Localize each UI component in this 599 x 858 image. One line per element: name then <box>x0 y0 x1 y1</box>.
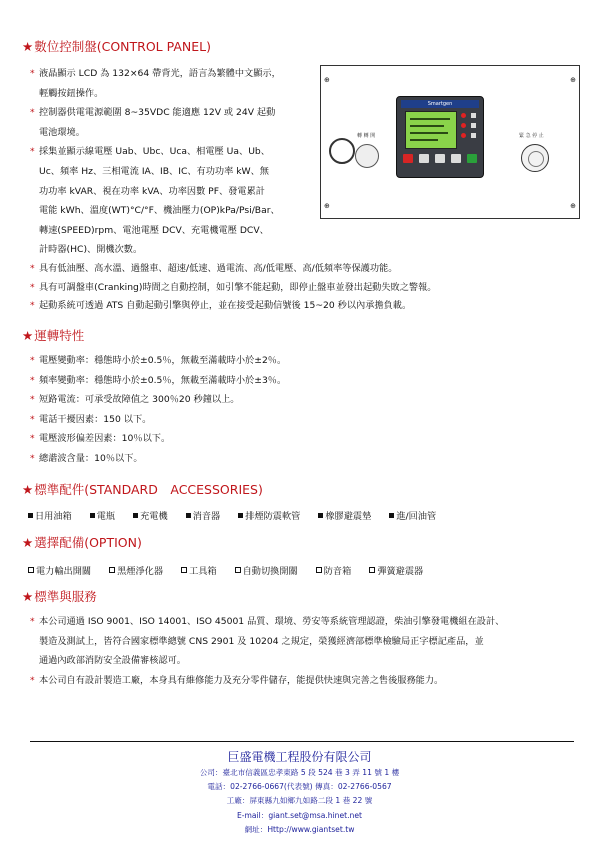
asterisk-bullet: * <box>30 674 35 686</box>
nav-key-icon <box>471 113 476 118</box>
list-item <box>235 563 298 577</box>
spec-line <box>30 67 281 80</box>
list-item-label: 消音器 <box>192 511 221 522</box>
screw-icon: ⊕ <box>570 202 576 210</box>
list-item <box>133 508 168 522</box>
operation-line-text: 頻率變動率：穩態時小於±0.5％，無載至滿載時小於±3％。 <box>39 374 287 386</box>
empty-square-icon <box>109 567 115 573</box>
list-item <box>186 508 221 522</box>
alarm-led-icon <box>461 113 466 118</box>
filled-square-icon <box>318 513 323 518</box>
factory-address: 工廠：屏東縣九如鄉九如路二段 1 巷 22 號 <box>226 796 373 805</box>
section-title-control-panel: ★數位控制盤(CONTROL PANEL) <box>22 39 211 54</box>
spec-line <box>30 106 275 119</box>
alarm-led-icon <box>461 133 466 138</box>
asterisk-bullet: * <box>30 146 35 158</box>
list-item <box>238 508 300 522</box>
email-link[interactable]: E-mail：giant.set@msa.hinet.net <box>236 811 363 820</box>
standard-accessories-list <box>28 508 454 522</box>
asterisk-bullet: * <box>30 616 35 627</box>
operation-line-text: 電壓變動率：穩態時小於±0.5％，無載至滿載時小於±2％。 <box>39 355 287 366</box>
footer-divider <box>30 741 574 742</box>
spec-line-text: 採集並顯示線電壓 Uab、Ubc、Uca、相電壓 Ua、Ub、 <box>39 146 270 158</box>
empty-square-icon <box>235 567 241 573</box>
spec-line-text: 轉速(SPEED)rpm、電池電壓 DCV、充電機電壓 DCV、 <box>39 224 269 236</box>
list-item <box>318 508 371 522</box>
star-icon: ★ <box>22 328 34 343</box>
alarm-led-icon <box>461 123 466 128</box>
list-item-label: 防音箱 <box>323 566 352 577</box>
filled-square-icon <box>389 513 394 518</box>
company-address: 公司：臺北市信義區忠孝東路 5 段 524 巷 3 弄 11 號 1 樓 <box>199 768 400 777</box>
controller-diagram: ⊕ ⊕ ⊕ ⊕ 轉 轉 開 Smartgen 緊 急 停 止 <box>320 65 580 219</box>
service-line-text: 本公司通過 ISO 9001、ISO 14001、ISO 45001 品質、環境、勞安等系統管理認證，柴油引擎發電機組在設計、 <box>39 616 505 627</box>
spec-line <box>30 126 85 139</box>
lcd-screen <box>405 111 457 149</box>
screw-icon: ⊕ <box>570 76 576 84</box>
nav-key-icon <box>471 123 476 128</box>
filled-square-icon <box>238 513 243 518</box>
website-link[interactable]: 網址：Http://www.giantset.tw <box>244 825 355 834</box>
feature-line <box>30 262 397 275</box>
operation-line <box>30 393 239 406</box>
screw-icon: ⊕ <box>324 202 330 210</box>
filled-square-icon <box>28 513 33 518</box>
operation-line-text: 總諧波含量：10％以下。 <box>39 453 143 464</box>
asterisk-bullet: * <box>30 107 35 119</box>
stop-button-icon <box>403 154 413 163</box>
spec-line <box>30 243 142 256</box>
list-item <box>28 508 72 522</box>
operation-line <box>30 452 143 465</box>
operation-line <box>30 413 151 426</box>
filled-square-icon <box>186 513 191 518</box>
spec-line-text: 計時器(HC)、開機次數。 <box>39 244 143 256</box>
list-item <box>90 508 115 522</box>
key-switch-icon <box>355 144 379 168</box>
list-item <box>389 508 436 522</box>
spec-line-text: 電池環境。 <box>39 126 85 138</box>
service-line <box>30 674 443 687</box>
feature-line <box>30 281 436 294</box>
operation-line-text: 短路電流：可承受故障值之 300％20 秒鐘以上。 <box>39 394 240 406</box>
list-item-label: 充電機 <box>140 511 168 522</box>
list-item <box>28 563 91 577</box>
list-item-label: 電瓶 <box>96 511 116 522</box>
star-icon: ★ <box>22 482 34 497</box>
section-title-operation: ★運轉特性 <box>22 328 85 343</box>
spec-line-text: 功功率 kVAR、視在功率 kVA、功率因數 PF、發電累計 <box>39 185 265 197</box>
spec-line-text: 電能 kWh、溫度(WT)°C/°F、機油壓力(OP)kPa/Psi/Bar、 <box>39 205 280 217</box>
spec-line <box>30 145 270 158</box>
list-item <box>369 563 423 577</box>
company-phone: 電話：02-2766-0667(代表號) 傳真：02-2766-0567 <box>207 782 392 791</box>
star-icon: ★ <box>22 39 34 54</box>
asterisk-bullet: * <box>30 413 35 425</box>
empty-square-icon <box>181 567 187 573</box>
operation-line-text: 電壓波形偏差因素：10％以下。 <box>39 433 171 445</box>
start-button-icon <box>467 154 477 163</box>
spec-line <box>30 87 103 100</box>
list-item-label: 彈簧避震器 <box>377 566 424 577</box>
list-item <box>181 563 217 577</box>
operation-line <box>30 432 170 445</box>
star-icon: ★ <box>22 535 34 550</box>
spec-line-text: 液晶顯示 LCD 為 132×64 帶背光，語言為繁體中文顯示， <box>39 68 281 79</box>
test-button-icon <box>451 154 461 163</box>
spec-line-text: 控制器供電電源範圍 8~35VDC 能適應 12V 或 24V 起動 <box>39 107 276 119</box>
service-line-text: 製造及測試上，皆符合國家標準總號 CNS 2901 及 10204 之規定，榮獲經濟部標準檢驗局正字標記產品，並 <box>39 635 484 647</box>
empty-square-icon <box>28 567 34 573</box>
asterisk-bullet: * <box>30 374 35 386</box>
section-title-service: ★標準與服務 <box>22 589 97 604</box>
asterisk-bullet: * <box>30 263 35 274</box>
service-line-text: 通過內政部消防安全設備審核認可。 <box>39 655 186 666</box>
feature-line-text: 起動系統可透過 ATS 自動起動引擎與停止，並在接受起動信號後 15~20 秒以內承擔負載。 <box>39 300 412 312</box>
spec-line <box>30 224 269 237</box>
list-item-label: 黑煙淨化器 <box>117 566 164 577</box>
section-title-standard: ★標準配件(STANDARD ACCESSORIES) <box>22 482 263 497</box>
list-item <box>109 563 163 577</box>
filled-square-icon <box>133 513 138 518</box>
list-item-label: 進/回油管 <box>396 511 437 522</box>
empty-square-icon <box>369 567 375 573</box>
feature-line <box>30 299 411 312</box>
list-item-label: 日用油箱 <box>35 511 72 522</box>
asterisk-bullet: * <box>30 281 35 293</box>
list-item-label: 電力輸出開關 <box>36 566 92 577</box>
list-item-label: 橡膠避震墊 <box>325 511 372 522</box>
feature-line-text: 具有可調盤車(Cranking)時間之自動控制，如引擎不能起動，即停止盤車並發出起動失敗之警報。 <box>39 281 437 293</box>
manual-button-icon <box>419 154 429 163</box>
spec-line-text: Uc、頻率 Hz、三相電流 IA、IB、IC、有功功率 kW、無 <box>39 166 269 177</box>
screw-icon: ⊕ <box>324 76 330 84</box>
service-line <box>30 654 186 667</box>
brand-strip: Smartgen <box>401 100 479 108</box>
emergency-stop-icon <box>521 144 549 172</box>
star-icon: ★ <box>22 589 34 604</box>
empty-square-icon <box>316 567 322 573</box>
service-line-text: 本公司自有設計製造工廠，本身具有維修能力及充分零件儲存，能提供快速與完善之售後服務能力。 <box>39 674 444 686</box>
spec-line <box>30 204 280 217</box>
list-item-label: 自動切換開關 <box>242 566 298 577</box>
operation-line <box>30 374 286 387</box>
controller-unit <box>396 96 484 178</box>
spec-line-text: 輕觸按鈕操作。 <box>39 87 104 99</box>
spec-line <box>30 165 269 178</box>
feature-line-text: 具有低油壓、高水溫、過盤車、超速/低速、過電流、高/低電壓、高/低頻率等保護功能。 <box>39 263 398 274</box>
list-item-label: 排煙防震軟管 <box>245 511 301 522</box>
asterisk-bullet: * <box>30 68 35 79</box>
option-list <box>28 563 441 577</box>
nav-key-icon <box>471 133 476 138</box>
auto-button-icon <box>435 154 445 163</box>
operation-line <box>30 354 286 367</box>
list-item <box>316 563 352 577</box>
section-title-option: ★選擇配備(OPTION) <box>22 535 142 550</box>
operation-line-text: 電話干擾因素：150 以下。 <box>39 413 152 425</box>
asterisk-bullet: * <box>30 300 35 312</box>
service-line <box>30 615 504 628</box>
asterisk-bullet: * <box>30 394 35 406</box>
spec-line <box>30 185 265 198</box>
ignition-switch-icon <box>329 138 355 164</box>
asterisk-bullet: * <box>30 355 35 366</box>
company-name: 巨盛電機工程股份有限公司 <box>227 750 372 764</box>
asterisk-bullet: * <box>30 453 35 464</box>
list-item-label: 工具箱 <box>189 566 217 577</box>
asterisk-bullet: * <box>30 433 35 445</box>
service-line <box>30 635 484 648</box>
filled-square-icon <box>90 513 95 518</box>
